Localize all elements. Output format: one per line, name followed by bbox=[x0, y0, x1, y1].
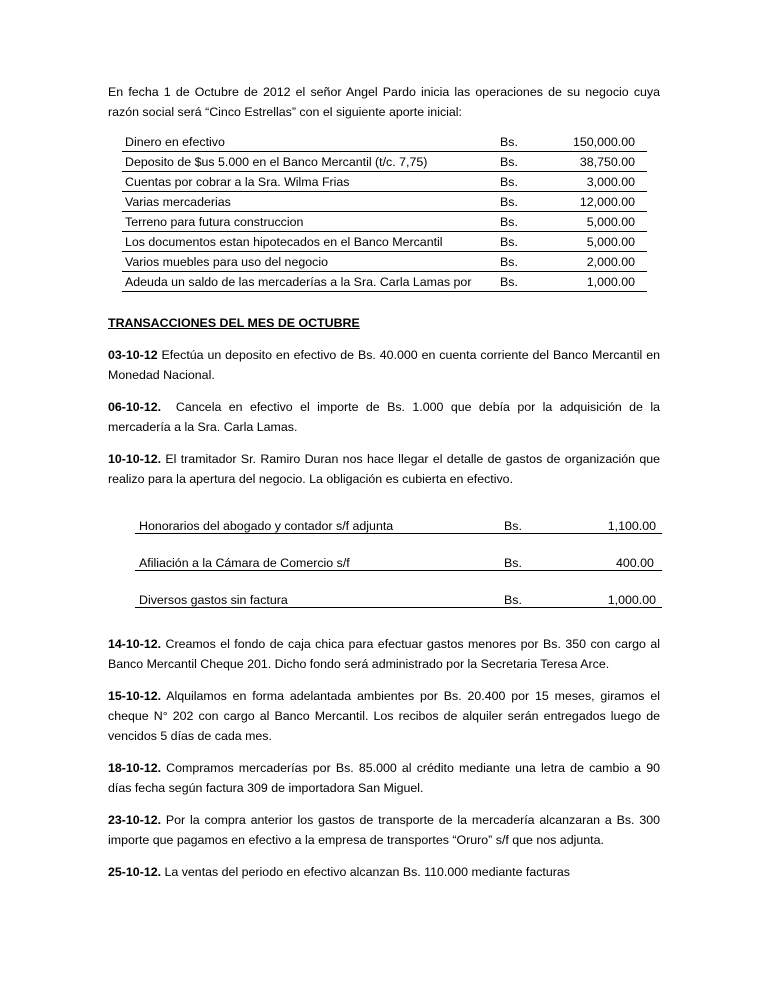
document-page bbox=[108, 82, 664, 882]
expense-description: Honorarios del abogado y contador s/f adjunta bbox=[135, 511, 501, 534]
item-amount: 2,000.00 bbox=[572, 252, 647, 272]
transaction-date: 10-10-12. bbox=[108, 452, 162, 466]
transaction-text: Alquilamos en forma adelantada ambientes por Bs. 20.400 por 15 meses, giramos el cheque N° 202 con cargo al Banco Mercantil. Los recibos de alquiler serán entregados luego de vencidos 5 días de cada mes. bbox=[108, 689, 660, 743]
expense-amount: 1,000.00 bbox=[580, 585, 662, 608]
item-amount: 5,000.00 bbox=[572, 212, 647, 232]
organization-expenses-table bbox=[135, 511, 662, 608]
transaction-text: Efectúa un deposito en efectivo de Bs. 40.000 en cuenta corriente del Banco Mercantil en Monedad Nacional. bbox=[108, 348, 660, 382]
item-amount: 3,000.00 bbox=[572, 172, 647, 192]
expense-amount: 400.00 bbox=[580, 548, 662, 571]
table-row bbox=[122, 252, 647, 272]
transaction-paragraph bbox=[108, 345, 660, 385]
transaction-date: 18-10-12. bbox=[108, 761, 162, 775]
item-currency: Bs. bbox=[497, 252, 572, 272]
table-row bbox=[122, 232, 647, 252]
item-currency: Bs. bbox=[497, 272, 572, 292]
item-currency: Bs. bbox=[497, 232, 572, 252]
transaction-text: Creamos el fondo de caja chica para efectuar gastos menores por Bs. 350 con cargo al Banco Mercantil Cheque 201. Dicho fondo será administrado por la Secretaria Teresa Arce. bbox=[108, 637, 660, 671]
item-amount: 1,000.00 bbox=[572, 272, 647, 292]
expense-amount: 1,100.00 bbox=[580, 511, 662, 534]
transaction-paragraph bbox=[108, 397, 664, 437]
item-description: Varias mercaderias bbox=[122, 192, 497, 212]
transaction-text: Por la compra anterior los gastos de transporte de la mercadería alcanzaran a Bs. 300 importe que pagamos en efectivo a la empresa de transportes “Oruro” s/f que nos adjunta. bbox=[108, 813, 660, 847]
transaction-text: Cancela en efectivo el importe de Bs. 1.000 que debía por la adquisición de la mercadería a la Sra. Carla Lamas. bbox=[108, 400, 664, 434]
transaction-text: Compramos mercaderías por Bs. 85.000 al crédito mediante una letra de cambio a 90 días fecha según factura 309 de importadora San Miguel. bbox=[108, 761, 660, 795]
transaction-date: 06-10-12. bbox=[108, 400, 162, 414]
table-row bbox=[122, 172, 647, 192]
item-amount: 12,000.00 bbox=[572, 192, 647, 212]
expense-currency: Bs. bbox=[501, 511, 580, 534]
table-row bbox=[122, 132, 647, 152]
item-currency: Bs. bbox=[497, 152, 572, 172]
item-description: Cuentas por cobrar a la Sra. Wilma Frias bbox=[122, 172, 497, 192]
item-description: Los documentos estan hipotecados en el Banco Mercantil bbox=[122, 232, 497, 252]
transaction-date: 14-10-12. bbox=[108, 637, 162, 651]
transaction-date: 15-10-12. bbox=[108, 689, 162, 703]
table-row bbox=[135, 585, 662, 608]
transaction-paragraph bbox=[108, 758, 660, 798]
transaction-paragraph bbox=[108, 686, 660, 746]
table-row bbox=[122, 272, 647, 292]
table-row bbox=[122, 192, 647, 212]
intro-paragraph: En fecha 1 de Octubre de 2012 el señor Angel Pardo inicia las operaciones de su negocio cuya razón social será “Cinco Estrellas” con el siguiente aporte inicial: bbox=[108, 85, 660, 119]
transaction-paragraph bbox=[108, 862, 660, 882]
item-amount: 150,000.00 bbox=[572, 135, 635, 149]
transaction-text: El tramitador Sr. Ramiro Duran nos hace llegar el detalle de gastos de organización que realizo para la apertura del negocio. La obligación es cubierta en efectivo. bbox=[108, 452, 660, 486]
item-description: Terreno para futura construccion bbox=[122, 212, 497, 232]
expense-description: Diversos gastos sin factura bbox=[135, 585, 501, 608]
item-currency: Bs. bbox=[497, 192, 572, 212]
transaction-paragraph bbox=[108, 810, 660, 850]
item-description: Deposito de $us 5.000 en el Banco Mercantil (t/c. 7,75) bbox=[122, 152, 497, 172]
item-description: Varios muebles para uso del negocio bbox=[122, 252, 497, 272]
item-amount: 38,750.00 bbox=[572, 152, 647, 172]
table-row bbox=[122, 152, 647, 172]
transaction-date: 23-10-12. bbox=[108, 813, 162, 827]
table-row bbox=[122, 212, 647, 232]
expense-currency: Bs. bbox=[501, 548, 580, 571]
item-description: Dinero en efectivo bbox=[125, 135, 225, 149]
initial-contribution-table bbox=[122, 132, 647, 292]
item-amount: 5,000.00 bbox=[572, 232, 647, 252]
transaction-text: La ventas del periodo en efectivo alcanzan Bs. 110.000 mediante facturas bbox=[161, 865, 570, 879]
expense-description: Afiliación a la Cámara de Comercio s/f bbox=[135, 548, 501, 571]
transaction-paragraph bbox=[108, 634, 660, 674]
expense-currency: Bs. bbox=[501, 585, 580, 608]
item-currency: Bs. bbox=[497, 212, 572, 232]
transaction-paragraph bbox=[108, 449, 660, 489]
transaction-date: 25-10-12. bbox=[108, 865, 162, 879]
item-currency: Bs. bbox=[500, 135, 518, 149]
table-row bbox=[135, 548, 662, 571]
table-row bbox=[135, 511, 662, 534]
section-heading: TRANSACCIONES DEL MES DE OCTUBRE bbox=[108, 316, 360, 330]
transaction-date: 03-10-12 bbox=[108, 348, 158, 362]
item-currency: Bs. bbox=[497, 172, 572, 192]
item-description: Adeuda un saldo de las mercaderías a la Sra. Carla Lamas por bbox=[122, 272, 497, 292]
